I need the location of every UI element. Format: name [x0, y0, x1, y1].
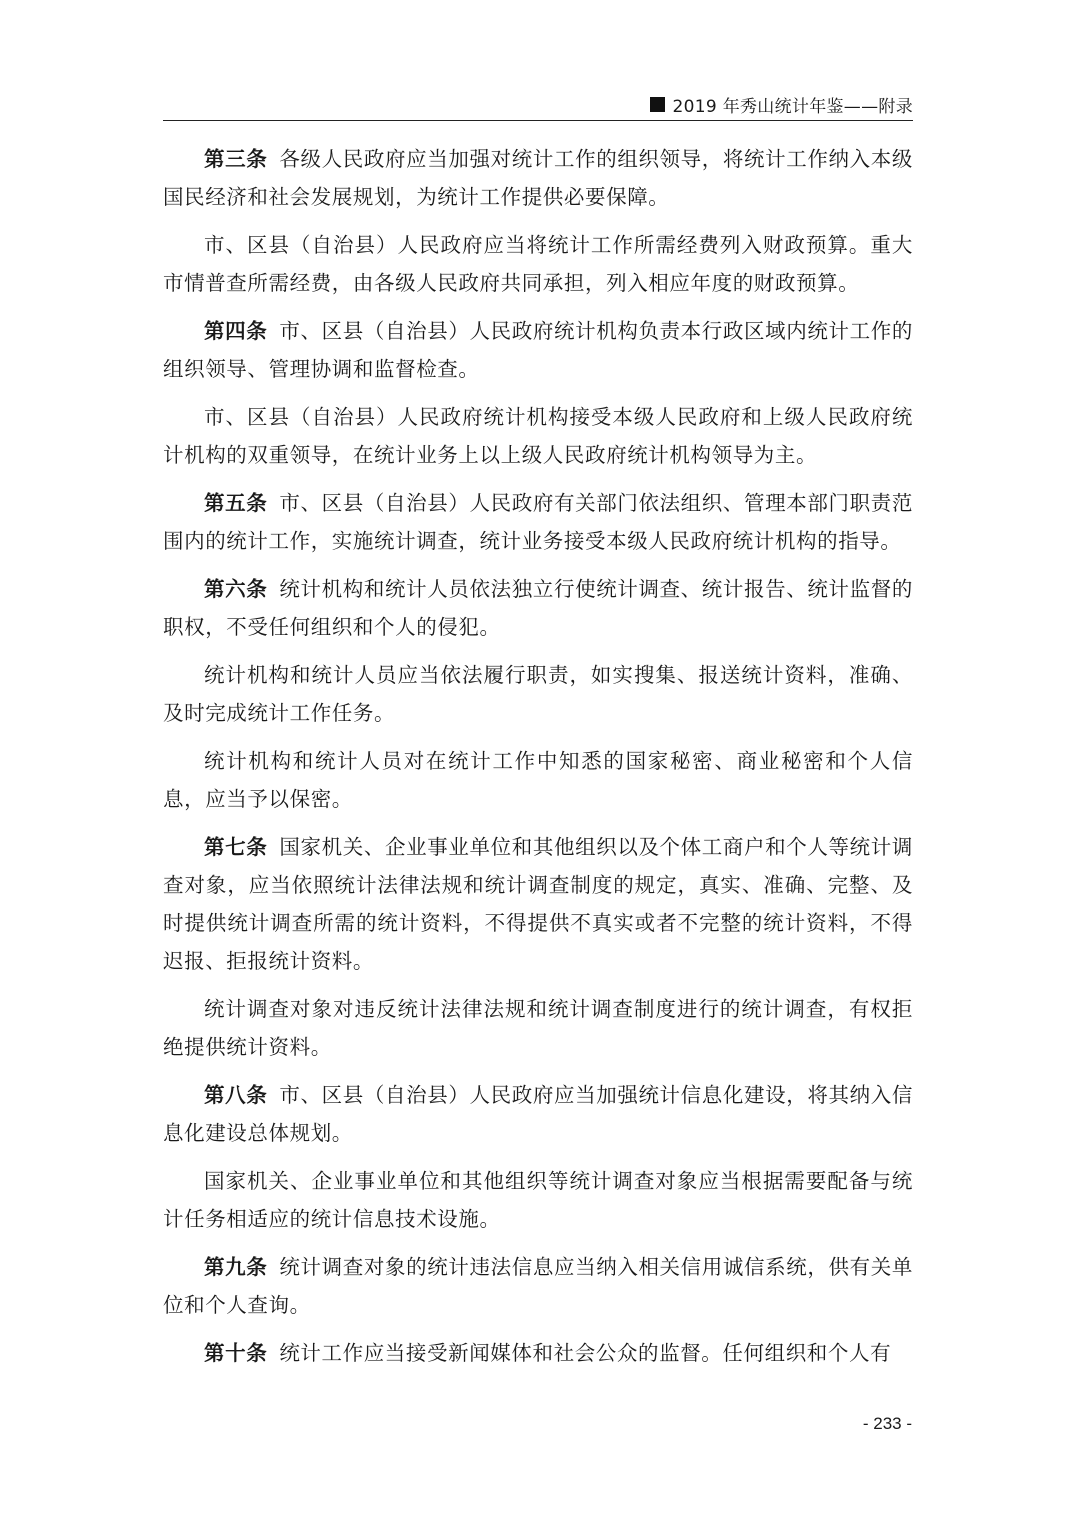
- paragraph: [163, 828, 913, 980]
- paragraph: [163, 1076, 913, 1152]
- paragraph-text: 统计调查对象对违反统计法律法规和统计调查制度进行的统计调查，有权拒绝提供统计资料。: [163, 997, 913, 1059]
- paragraph-text: 统计机构和统计人员依法独立行使统计调查、统计报告、统计监督的职权，不受任何组织和个人的侵犯。: [163, 577, 913, 639]
- paragraph-text: 统计机构和统计人员应当依法履行职责，如实搜集、报送统计资料，准确、及时完成统计工作任务。: [163, 663, 913, 725]
- paragraph-text: 市、区县（自治县）人民政府有关部门依法组织、管理本部门职责范围内的统计工作，实施统计调查，统计业务接受本级人民政府统计机构的指导。: [163, 491, 913, 553]
- paragraph-text: 市、区县（自治县）人民政府应当将统计工作所需经费列入财政预算。重大市情普查所需经费，由各级人民政府共同承担，列入相应年度的财政预算。: [163, 233, 913, 295]
- article-number: 第九条: [204, 1255, 268, 1279]
- article-number: 第四条: [204, 319, 268, 343]
- paragraph: [163, 742, 913, 818]
- article-number: 第五条: [204, 491, 268, 515]
- header-title: 2019 年秀山统计年鉴——附录: [672, 96, 913, 117]
- paragraph: [163, 570, 913, 646]
- article-number: 第三条: [204, 147, 268, 171]
- article-number: 第七条: [204, 835, 268, 859]
- paragraph-text: 统计机构和统计人员对在统计工作中知悉的国家秘密、商业秘密和个人信息，应当予以保密。: [163, 749, 913, 811]
- paragraph-text: 国家机关、企业事业单位和其他组织以及个体工商户和个人等统计调查对象，应当依照统计法律法规和统计调查制度的规定，真实、准确、完整、及时提供统计调查所需的统计资料，不得提供不真实或者不完整的统计资料，不得迟报、拒报统计资料。: [163, 835, 913, 973]
- paragraph: [163, 312, 913, 388]
- paragraph: [163, 990, 913, 1066]
- paragraph-text: 市、区县（自治县）人民政府统计机构负责本行政区域内统计工作的组织领导、管理协调和监督检查。: [163, 319, 913, 381]
- paragraph-text: 统计调查对象的统计违法信息应当纳入相关信用诚信系统，供有关单位和个人查询。: [163, 1255, 913, 1317]
- running-header: [163, 88, 913, 121]
- paragraph: [163, 226, 913, 302]
- article-number: 第八条: [204, 1083, 268, 1107]
- article-number: 第十条: [204, 1341, 268, 1365]
- paragraph-text: 市、区县（自治县）人民政府统计机构接受本级人民政府和上级人民政府统计机构的双重领导，在统计业务上以上级人民政府统计机构领导为主。: [163, 405, 913, 467]
- article-number: 第六条: [204, 577, 268, 601]
- page-number: - 233 -: [862, 1414, 912, 1433]
- document-body: [163, 140, 913, 1382]
- paragraph-text: 统计工作应当接受新闻媒体和社会公众的监督。任何组织和个人有: [279, 1341, 892, 1365]
- paragraph: [163, 1162, 913, 1238]
- paragraph-text: 国家机关、企业事业单位和其他组织等统计调查对象应当根据需要配备与统计任务相适应的统计信息技术设施。: [163, 1169, 913, 1231]
- paragraph: [163, 1334, 913, 1372]
- paragraph: [163, 1248, 913, 1324]
- paragraph-text: 各级人民政府应当加强对统计工作的组织领导，将统计工作纳入本级国民经济和社会发展规划，为统计工作提供必要保障。: [163, 147, 913, 209]
- square-bullet-icon: [650, 97, 665, 112]
- paragraph-text: 市、区县（自治县）人民政府应当加强统计信息化建设，将其纳入信息化建设总体规划。: [163, 1083, 913, 1145]
- paragraph: [163, 484, 913, 560]
- paragraph: [163, 398, 913, 474]
- paragraph: [163, 140, 913, 216]
- paragraph: [163, 656, 913, 732]
